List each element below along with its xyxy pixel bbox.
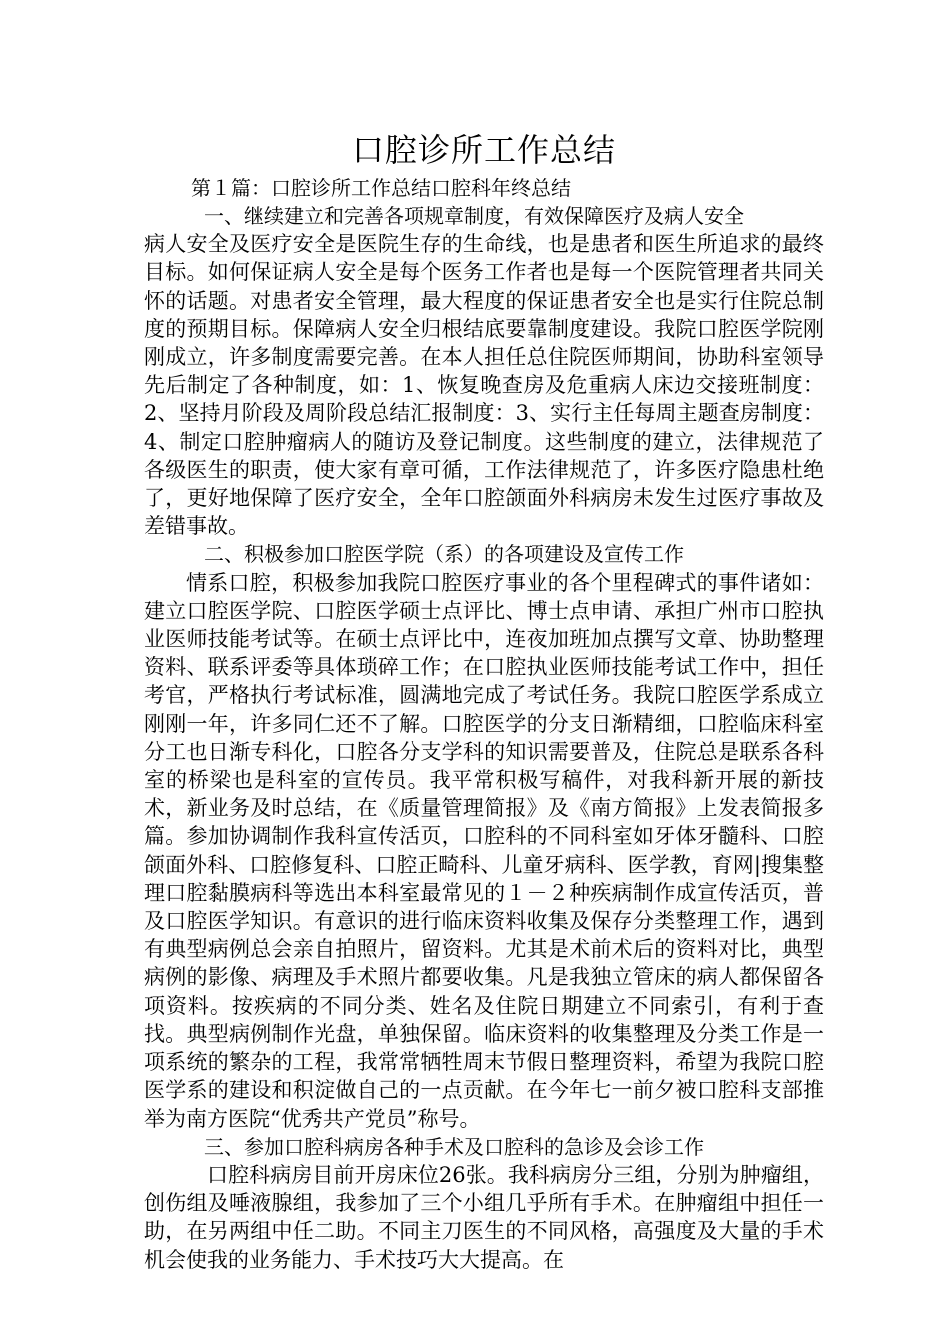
document-subtitle: 第１篇：口腔诊所工作总结口腔科年终总结 [191,176,571,200]
section-1-body: 病人安全及医疗安全是医院生存的生命线，也是患者和医生所追求的最终目标。如何保证病人安全是每个医务工作者也是每一个医院管理者共同关怀的话题。对患者安全管理，最大程度的保证患者安全也是实行住院总制度的预期目标。保障病人安全归根结底要靠制度建设。我院口腔医学院刚刚成立，许多制度需要完善。在本人担任总住院医师期间，协助科室领导先后制定了各种制度，如：1、恢复晚查房及危重病人床边交接班制度：2、坚持月阶段及周阶段总结汇报制度：3、实行主任每周主题查房制度：4、制定口腔肿瘤病人的随访及登记制度。这些制度的建立，法律规范了各级医生的职责，使大家有章可循，工作法律规范了，许多医疗隐患杜绝了，更好地保障了医疗安全，全年口腔颌面外科病房未发生过医疗事故及差错事故。 [144,232,824,539]
section-3-body: 口腔科病房目前开房床位26张。我科病房分三组，分别为肿瘤组，创伤组及唾液腺组，我参加了三个小组几乎所有手术。在肿瘤组中担任一助，在另两组中任二助。不同主刀医生的不同风格，高强度及大量的手术机会使我的业务能力、手术技巧大大提高。在 [144,1162,824,1272]
section-2-heading: 二、积极参加口腔医学院（系）的各项建设及宣传工作 [204,542,684,567]
section-2-body: 情系口腔，积极参加我院口腔医疗事业的各个里程碑式的事件诸如：建立口腔医学院、口腔医学硕士点评比、博士点申请、承担广州市口腔执业医师技能考试等。在硕士点评比中，连夜加班加点撰写文章、协助整理资料、联系评委等具体琐碎工作；在口腔执业医师技能考试工作中，担任考官，严格执行考试标准，圆满地完成了考试任务。我院口腔医学系成立刚刚一年，许多同仁还不了解。口腔医学的分支日渐精细，口腔临床科室分工也日渐专科化，口腔各分支学科的知识需要普及，住院总是联系各科室的桥梁也是科室的宣传员。我平常积极写稿件，对我科新开展的新技术，新业务及时总结，在《质量管理简报》及《南方简报》上发表简报多篇。参加协调制作我科宣传活页，口腔科的不同科室如牙体牙髓科、口腔颌面外科、口腔修复科、口腔正畸科、儿童牙病科、医学教，育网|搜集整理口腔黏膜病科等选出本科室最常见的１－２种疾病制作成宣传活页，普及口腔医学知识。有意识的进行临床资料收集及保存分类整理工作，遇到有典型病例总会亲自拍照片，留资料。尤其是术前术后的资料对比，典型病例的影像、病理及手术照片都要收集。凡是我独立管床的病人都保留各项资料。按疾病的不同分类、姓名及住院日期建立不同索引，有利于查找。典型病例制作光盘，单独保留。临床资料的收集整理及分类工作是一项系统的繁杂的工程，我常常牺牲周末节假日整理资料，希望为我院口腔医学系的建设和积淀做自己的一点贡献。在今年七一前夕被口腔科支部推举为南方医院“优秀共产党员”称号。 [144,570,824,1131]
document-page [144,128,824,1274]
document-title: 口腔诊所工作总结 [351,131,616,169]
section-3-heading: 三、参加口腔科病房各种手术及口腔科的急诊及会诊工作 [204,1134,704,1159]
section-1-heading: 一、继续建立和完善各项规章制度，有效保障医疗及病人安全 [204,204,744,228]
